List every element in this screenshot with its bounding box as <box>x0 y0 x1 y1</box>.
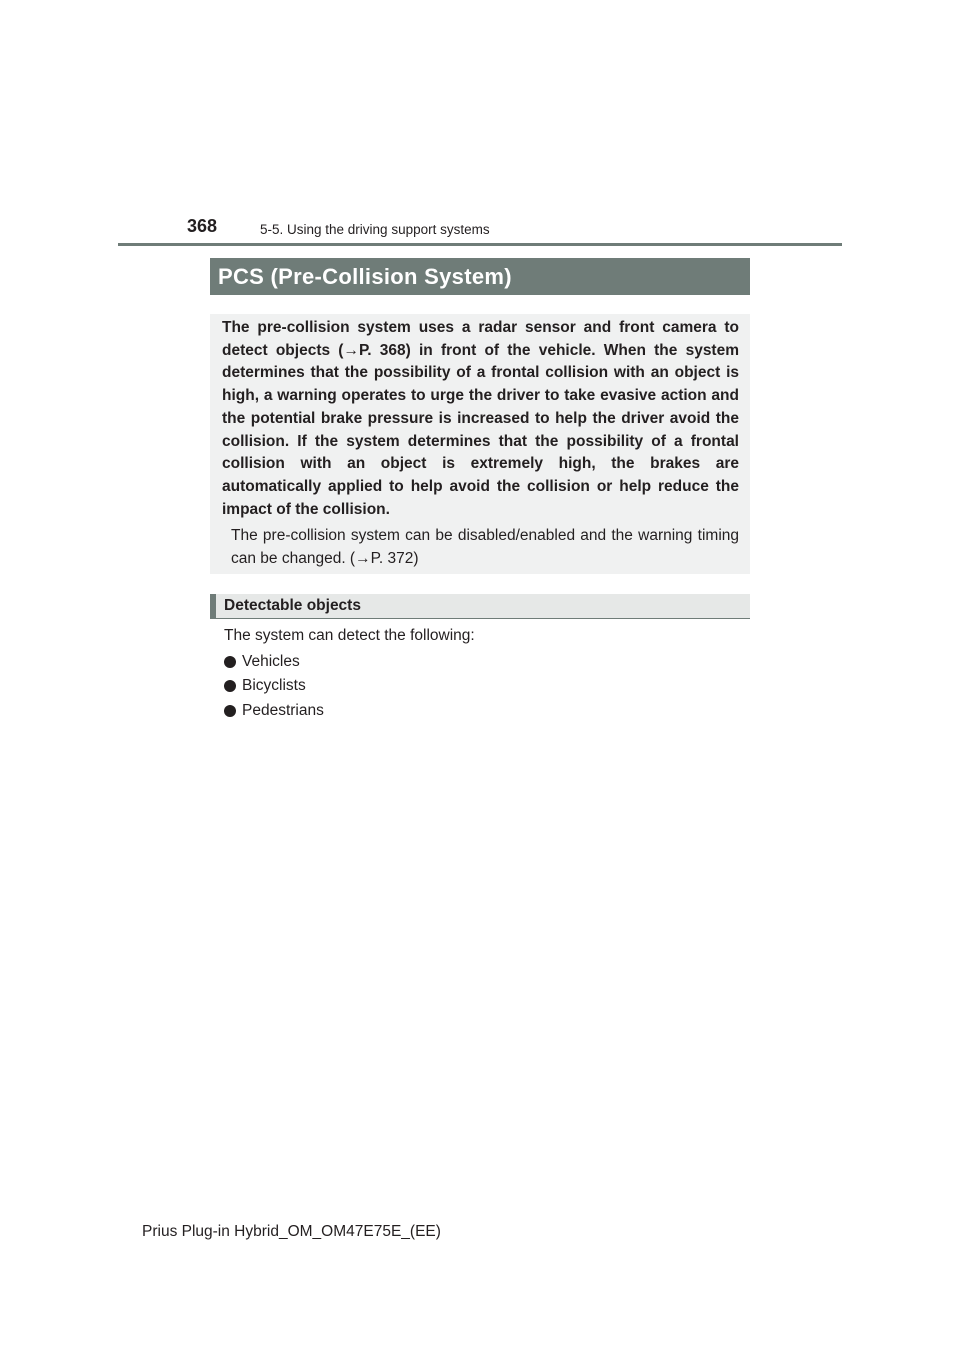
detectable-objects-list <box>224 650 324 723</box>
list-item-label: Vehicles <box>242 653 300 671</box>
footer-doc-id: Prius Plug-in Hybrid_OM_OM47E75E_(EE) <box>142 1223 441 1240</box>
subsection-title: Detectable objects <box>224 597 361 614</box>
title-banner <box>210 258 750 295</box>
list-item <box>224 650 324 674</box>
bullet-icon <box>224 705 236 717</box>
subsection-header <box>210 594 750 619</box>
intro-note: The pre-collision system can be disabled/enabled and the warning timing can be changed. (→P. 372) <box>231 527 739 568</box>
list-item <box>224 699 324 723</box>
bullet-icon <box>224 656 236 668</box>
detect-intro-text: The system can detect the following: <box>224 627 475 644</box>
page-number: 368 <box>187 216 218 236</box>
header-divider <box>118 243 842 246</box>
intro-box <box>210 314 750 574</box>
list-item-label: Pedestrians <box>242 701 324 719</box>
bullet-icon <box>224 680 236 692</box>
list-item-label: Bicyclists <box>242 677 306 695</box>
list-item <box>224 674 324 698</box>
section-breadcrumb: 5-5. Using the driving support systems <box>260 222 490 237</box>
page-title: PCS (Pre-Collision System) <box>218 263 512 289</box>
intro-summary: The pre-collision system uses a radar sensor and front camera to detect objects (→P. 368) in front of the vehicle. When the system determines that the possibility of a frontal collision with an object is high, a warning operates to urge the driver to take evasive action and the potential brake pressure is increased to help the driver avoid the collision. If the system determines that the possibility of a frontal collision with an object is extremely high, the brakes are automatically applied to help avoid the collision or help reduce the impact of the collision. <box>222 319 739 518</box>
